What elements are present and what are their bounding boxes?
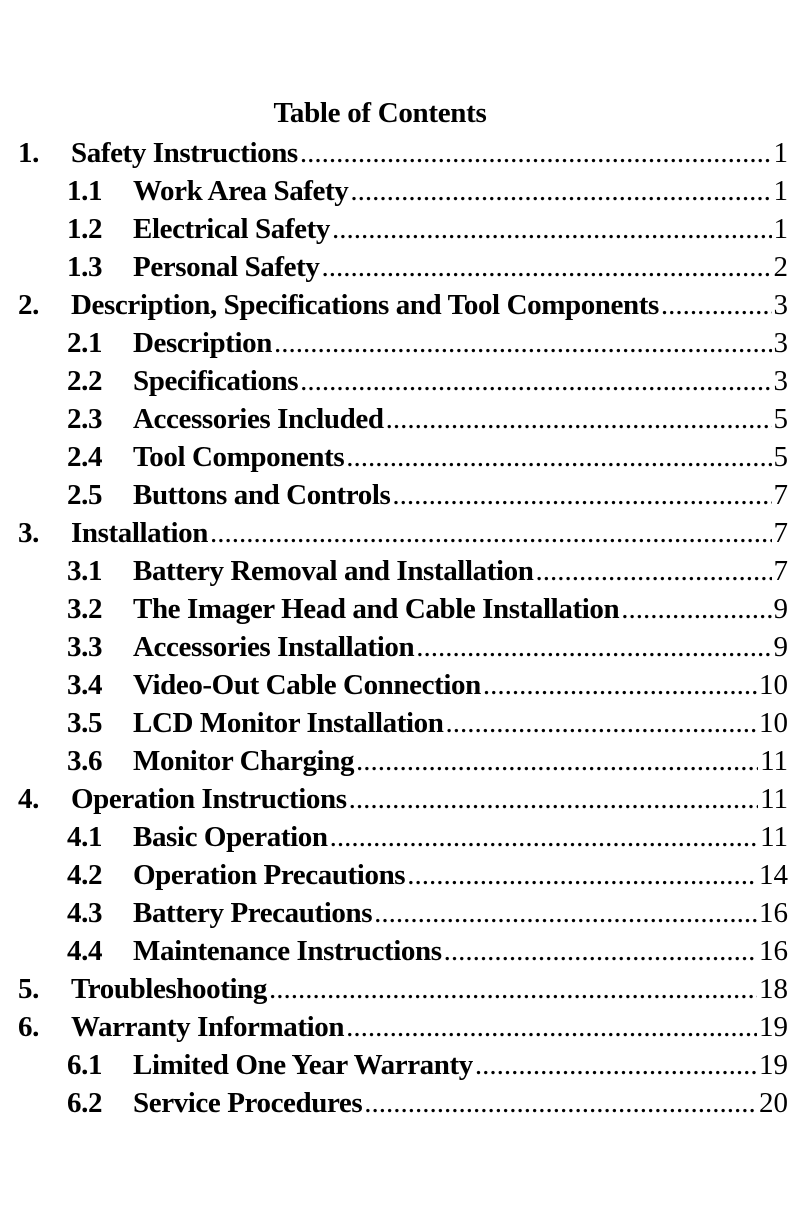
toc-entry-number: 4.1 — [67, 821, 103, 853]
toc-entry-number: 4.4 — [67, 935, 103, 967]
toc-subsection-entry[interactable] — [0, 210, 808, 248]
toc-entry-label: Monitor Charging — [133, 745, 355, 777]
toc-subsection-entry[interactable] — [0, 362, 808, 400]
toc-section-entry[interactable] — [0, 134, 808, 172]
toc-page-number: 16 — [759, 935, 788, 967]
toc-entry-label: Service Procedures — [133, 1087, 363, 1119]
toc-dot-leader — [621, 590, 771, 628]
toc-section-entry[interactable] — [0, 780, 808, 818]
toc-subsection-entry[interactable] — [0, 628, 808, 666]
toc-subsection-entry[interactable] — [0, 894, 808, 932]
toc-entry-number: 3. — [18, 517, 39, 549]
toc-dot-leader — [407, 856, 757, 894]
toc-entry-label: Warranty Information — [71, 1011, 345, 1043]
toc-subsection-entry[interactable] — [0, 1084, 808, 1122]
toc-entry-number: 5. — [18, 973, 39, 1005]
toc-dot-leader — [483, 666, 757, 704]
toc-dot-leader — [300, 362, 771, 400]
toc-entry-label: Accessories Included — [133, 403, 384, 435]
toc-page-number: 1 — [773, 175, 788, 207]
toc-subsection-entry[interactable] — [0, 476, 808, 514]
toc-dot-leader — [364, 1084, 757, 1122]
toc-dot-leader — [416, 628, 771, 666]
toc-subsection-entry[interactable] — [0, 932, 808, 970]
toc-page-number: 9 — [773, 593, 788, 625]
toc-dot-leader — [332, 210, 772, 248]
toc-page-number: 1 — [773, 137, 788, 169]
toc-entry-number: 3.6 — [67, 745, 103, 777]
toc-subsection-entry[interactable] — [0, 742, 808, 780]
toc-page-number: 19 — [759, 1049, 788, 1081]
toc-subsection-entry[interactable] — [0, 704, 808, 742]
toc-entry-number: 3.1 — [67, 555, 103, 587]
toc-entry-number: 1.2 — [67, 213, 103, 245]
toc-entry-number: 6.2 — [67, 1087, 103, 1119]
toc-entry-label: Maintenance Instructions — [133, 935, 442, 967]
toc-entry-label: Battery Precautions — [133, 897, 373, 929]
toc-entry-number: 4. — [18, 783, 39, 815]
toc-page-number: 14 — [759, 859, 788, 891]
toc-subsection-entry[interactable] — [0, 590, 808, 628]
toc-entry-label: Video-Out Cable Connection — [133, 669, 481, 701]
toc-page-number: 1 — [773, 213, 788, 245]
toc-dot-leader — [535, 552, 771, 590]
toc-dot-leader — [356, 742, 758, 780]
toc-dot-leader — [330, 818, 758, 856]
toc-subsection-entry[interactable] — [0, 1046, 808, 1084]
toc-subsection-entry[interactable] — [0, 400, 808, 438]
toc-section-entry[interactable] — [0, 970, 808, 1008]
toc-entry-number: 1. — [18, 137, 39, 169]
toc-entry-number: 2.4 — [67, 441, 103, 473]
toc-entry-number: 3.4 — [67, 669, 103, 701]
toc-entry-number: 6. — [18, 1011, 39, 1043]
toc-section-entry[interactable] — [0, 286, 808, 324]
toc-entry-number: 4.3 — [67, 897, 103, 929]
toc-entry-label: Description — [133, 327, 272, 359]
toc-subsection-entry[interactable] — [0, 172, 808, 210]
toc-subsection-entry[interactable] — [0, 248, 808, 286]
toc-entry-number: 2.5 — [67, 479, 103, 511]
toc-section-entry[interactable] — [0, 1008, 808, 1046]
toc-entry-number: 1.3 — [67, 251, 103, 283]
toc-entry-label: Work Area Safety — [133, 175, 349, 207]
toc-dot-leader — [350, 172, 771, 210]
toc-page-number: 3 — [773, 365, 788, 397]
toc-entry-label: Safety Instructions — [71, 137, 298, 169]
toc-entry-number: 3.3 — [67, 631, 103, 663]
toc-dot-leader — [386, 400, 772, 438]
page-title: Table of Contents — [273, 97, 487, 129]
toc-dot-leader — [444, 932, 757, 970]
toc-entry-label: Specifications — [133, 365, 299, 397]
toc-subsection-entry[interactable] — [0, 438, 808, 476]
toc-entry-label: Battery Removal and Installation — [133, 555, 534, 587]
toc-page-number: 20 — [759, 1087, 788, 1119]
toc-dot-leader — [392, 476, 771, 514]
toc-entry-number: 4.2 — [67, 859, 103, 891]
toc-page-number: 19 — [759, 1011, 788, 1043]
toc-entry-label: Limited One Year Warranty — [133, 1049, 473, 1081]
toc-page-number: 3 — [773, 327, 788, 359]
toc-entry-number: 6.1 — [67, 1049, 103, 1081]
toc-entry-label: Operation Precautions — [133, 859, 406, 891]
toc-page-number: 5 — [773, 403, 788, 435]
toc-dot-leader — [274, 324, 772, 362]
toc-page-number: 7 — [773, 479, 788, 511]
toc-subsection-entry[interactable] — [0, 324, 808, 362]
toc-dot-leader — [661, 286, 772, 324]
toc-entry-label: LCD Monitor Installation — [133, 707, 444, 739]
toc-subsection-entry[interactable] — [0, 666, 808, 704]
toc-entry-number: 3.2 — [67, 593, 103, 625]
toc-dot-leader — [374, 894, 757, 932]
toc-dot-leader — [269, 970, 757, 1008]
toc-dot-leader — [349, 780, 758, 818]
toc-entry-label: Accessories Installation — [133, 631, 415, 663]
toc-entry-number: 2.1 — [67, 327, 103, 359]
toc-section-entry[interactable] — [0, 514, 808, 552]
toc-entry-number: 2. — [18, 289, 39, 321]
toc-dot-leader — [346, 438, 771, 476]
toc-dot-leader — [322, 248, 772, 286]
toc-page-number: 3 — [773, 289, 788, 321]
toc-entry-label: Basic Operation — [133, 821, 328, 853]
toc-entry-number: 1.1 — [67, 175, 103, 207]
toc-entry-label: Description, Specifications and Tool Components — [71, 289, 659, 321]
toc-entry-label: Buttons and Controls — [133, 479, 391, 511]
toc-page-number: 18 — [759, 973, 788, 1005]
toc-subsection-entry[interactable] — [0, 552, 808, 590]
toc-dot-leader — [475, 1046, 757, 1084]
toc-entry-label: Tool Components — [133, 441, 345, 473]
toc-page-number: 11 — [760, 783, 788, 815]
toc-subsection-entry[interactable] — [0, 856, 808, 894]
toc-entry-label: Troubleshooting — [71, 973, 267, 1005]
toc-list — [0, 134, 808, 1122]
toc-page-number: 16 — [759, 897, 788, 929]
toc-dot-leader — [346, 1008, 757, 1046]
toc-entry-number: 2.2 — [67, 365, 103, 397]
toc-entry-number: 2.3 — [67, 403, 103, 435]
toc-page-number: 10 — [759, 669, 788, 701]
toc-entry-label: Operation Instructions — [71, 783, 347, 815]
toc-page-number: 5 — [773, 441, 788, 473]
toc-entry-label: Personal Safety — [133, 251, 320, 283]
toc-page-number: 9 — [773, 631, 788, 663]
toc-page-number: 10 — [759, 707, 788, 739]
toc-page-number: 11 — [760, 745, 788, 777]
toc-page-number: 2 — [773, 251, 788, 283]
toc-subsection-entry[interactable] — [0, 818, 808, 856]
toc-page-number: 7 — [773, 555, 788, 587]
toc-entry-label: Electrical Safety — [133, 213, 330, 245]
toc-dot-leader — [300, 134, 772, 172]
toc-entry-number: 3.5 — [67, 707, 103, 739]
toc-entry-label: Installation — [71, 517, 209, 549]
toc-dot-leader — [210, 514, 771, 552]
toc-page-number: 11 — [760, 821, 788, 853]
toc-dot-leader — [446, 704, 757, 742]
toc-entry-label: The Imager Head and Cable Installation — [133, 593, 620, 625]
toc-page-number: 7 — [773, 517, 788, 549]
